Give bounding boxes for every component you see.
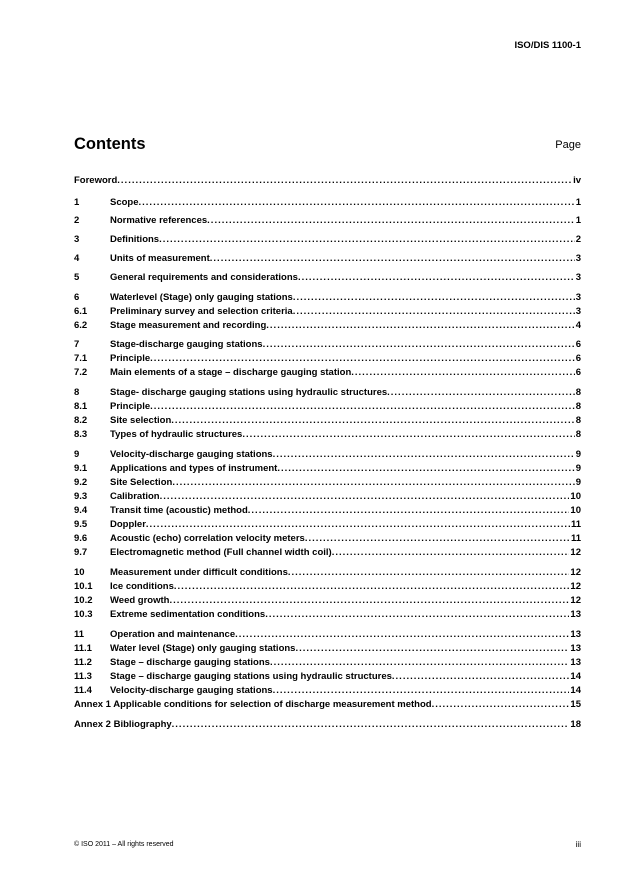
toc-entry[interactable] <box>74 519 581 531</box>
contents-title: Contents <box>74 135 146 153</box>
toc-entry-title: Stage – discharge gauging stations <box>110 657 270 668</box>
toc-entry-number: 11.2 <box>74 657 92 668</box>
toc-entry-number: 2 <box>74 215 80 226</box>
toc-entry-page: 3 <box>575 253 581 264</box>
toc-dot-leader <box>332 547 570 559</box>
toc-dot-leader <box>159 234 575 246</box>
toc-entry[interactable] <box>74 175 581 187</box>
toc-dot-leader <box>242 429 574 441</box>
toc-dot-leader <box>288 567 570 579</box>
toc-dot-leader <box>169 595 569 607</box>
toc-entry-number: 9.3 <box>74 491 88 502</box>
toc-entry-title: Extreme sedimentation conditions <box>110 609 266 620</box>
toc-entry-page: 10 <box>570 491 581 502</box>
toc-entry-page: 8 <box>575 429 581 440</box>
toc-entry-page: 18 <box>570 719 581 730</box>
toc-dot-leader <box>298 272 575 284</box>
toc-entry-title: Preliminary survey and selection criteria <box>110 306 293 317</box>
toc-entry-page: 8 <box>575 401 581 412</box>
toc-entry-page: 2 <box>575 234 581 245</box>
toc-entry[interactable] <box>74 306 581 318</box>
toc-entry-number: 10.1 <box>74 581 93 592</box>
toc-entry-page: 14 <box>570 671 581 682</box>
toc-entry-number: 11.1 <box>74 643 92 654</box>
toc-entry-title: Stage – discharge gauging stations using hydraulic structures <box>110 671 392 682</box>
toc-entry-page: 1 <box>575 197 581 208</box>
toc-entry-title: Normative references <box>110 215 208 226</box>
toc-entry-title: Weed growth <box>110 595 170 606</box>
toc-entry-page: 3 <box>575 306 581 317</box>
toc-entry[interactable] <box>74 463 581 475</box>
toc-entry-page: 11 <box>570 519 581 530</box>
toc-entry[interactable] <box>74 505 581 517</box>
toc-entry-page: 13 <box>570 657 581 668</box>
toc-entry-page: 13 <box>570 629 581 640</box>
toc-dot-leader <box>432 699 570 711</box>
toc-dot-leader <box>210 253 575 265</box>
toc-entry-number: 1 <box>74 197 80 208</box>
toc-entry[interactable] <box>74 657 581 669</box>
toc-entry[interactable] <box>74 643 581 655</box>
toc-entry-page: 9 <box>575 477 581 488</box>
toc-entry-title: Ice conditions <box>110 581 174 592</box>
toc-entry-title: Stage- discharge gauging stations using hydraulic structures <box>110 387 388 398</box>
page-number: iii <box>575 840 581 849</box>
toc-dot-leader <box>171 415 574 427</box>
toc-entry-page: 6 <box>575 353 581 364</box>
toc-entry-number: 9 <box>74 449 80 460</box>
toc-entry-title: Velocity-discharge gauging stations <box>110 449 273 460</box>
toc-entry-title: Stage measurement and recording <box>110 320 267 331</box>
toc-entry-page: 8 <box>575 415 581 426</box>
toc-entry-number: 7 <box>74 339 80 350</box>
toc-entry-number: 7.1 <box>74 353 88 364</box>
toc-entry[interactable] <box>74 595 581 607</box>
toc-entry-page: iv <box>573 175 581 186</box>
toc-entry-number: 8.1 <box>74 401 88 412</box>
toc-entry-title: Acoustic (echo) correlation velocity meters <box>110 533 305 544</box>
toc-entry-title: Annex 2 Bibliography <box>74 719 172 730</box>
toc-entry-title: Water level (Stage) only gauging stations <box>110 643 296 654</box>
copyright-notice: © ISO 2011 – All rights reserved <box>74 841 174 848</box>
toc-entry-title: Site selection <box>110 415 172 426</box>
toc-entry-page: 13 <box>570 609 581 620</box>
toc-dot-leader <box>392 671 570 683</box>
toc-entry[interactable] <box>74 491 581 503</box>
toc-dot-leader <box>263 339 575 351</box>
toc-dot-leader <box>207 215 575 227</box>
toc-dot-leader <box>270 657 569 669</box>
toc-entry-number: 9.5 <box>74 519 88 530</box>
toc-dot-leader <box>150 353 575 365</box>
toc-entry[interactable] <box>74 197 581 209</box>
toc-entry-number: 9.7 <box>74 547 88 558</box>
toc-entry-page: 10 <box>570 505 581 516</box>
toc-entry[interactable] <box>74 234 581 246</box>
toc-entry-page: 3 <box>575 292 581 303</box>
toc-entry-title: Operation and maintenance <box>110 629 236 640</box>
toc-entry-number: 8.2 <box>74 415 88 426</box>
toc-entry-number: 4 <box>74 253 80 264</box>
toc-entry-page: 13 <box>570 643 581 654</box>
toc-entry-page: 4 <box>575 320 581 331</box>
toc-entry-number: 10 <box>74 567 85 578</box>
toc-entry-number: 11.3 <box>74 671 92 682</box>
toc-entry-page: 6 <box>575 339 581 350</box>
toc-entry-title: Principle <box>110 353 151 364</box>
toc-dot-leader <box>265 609 569 621</box>
toc-dot-leader <box>117 175 572 187</box>
toc-entry[interactable] <box>74 671 581 683</box>
toc-entry-number: 9.2 <box>74 477 88 488</box>
toc-entry[interactable] <box>74 533 581 545</box>
toc-entry-title: Doppler <box>110 519 146 530</box>
toc-entry[interactable] <box>74 272 581 284</box>
toc-entry[interactable] <box>74 387 581 399</box>
toc-entry-title: Electromagnetic method (Full channel width coil) <box>110 547 332 558</box>
toc-entry-number: 10.3 <box>74 609 93 620</box>
toc-dot-leader <box>150 401 575 413</box>
toc-entry-title: Annex 1 Applicable conditions for selection of discharge measurement method <box>74 699 432 710</box>
toc-entry[interactable] <box>74 401 581 413</box>
toc-entry-title: Velocity-discharge gauging stations <box>110 685 273 696</box>
toc-entry-number: 8 <box>74 387 80 398</box>
toc-entry[interactable] <box>74 415 581 427</box>
toc-entry[interactable] <box>74 547 581 559</box>
toc-entry[interactable] <box>74 367 581 379</box>
toc-dot-leader <box>295 643 569 655</box>
toc-dot-leader <box>248 505 570 517</box>
toc-entry[interactable] <box>74 719 581 731</box>
toc-entry[interactable] <box>74 353 581 365</box>
toc-dot-leader <box>235 629 569 641</box>
toc-entry-number: 6.2 <box>74 320 88 331</box>
toc-entry-page: 3 <box>575 272 581 283</box>
toc-entry-title: Measurement under difficult conditions <box>110 567 288 578</box>
toc-entry-number: 11.4 <box>74 685 92 696</box>
toc-entry-page: 12 <box>570 547 581 558</box>
toc-dot-leader <box>174 581 570 593</box>
toc-entry-number: 5 <box>74 272 80 283</box>
toc-dot-leader <box>266 320 574 332</box>
toc-entry-page: 1 <box>575 215 581 226</box>
toc-dot-leader <box>293 292 575 304</box>
toc-entry-title: Types of hydraulic structures <box>110 429 243 440</box>
toc-entry-number: 9.4 <box>74 505 88 516</box>
toc-entry-number: 8.3 <box>74 429 88 440</box>
toc-entry-title: Transit time (acoustic) method <box>110 505 248 516</box>
toc-entry-title: Waterlevel (Stage) only gauging stations <box>110 292 293 303</box>
toc-entry-page: 8 <box>575 387 581 398</box>
toc-dot-leader <box>305 533 570 545</box>
toc-dot-leader <box>387 387 575 399</box>
toc-entry-page: 6 <box>575 367 581 378</box>
toc-entry-page: 15 <box>570 699 581 710</box>
toc-entry-title: Site Selection <box>110 477 173 488</box>
page-column-label: Page <box>555 139 581 151</box>
toc-entry[interactable] <box>74 581 581 593</box>
toc-entry-number: 10.2 <box>74 595 93 606</box>
toc-entry-number: 6 <box>74 292 80 303</box>
toc-entry[interactable] <box>74 429 581 441</box>
toc-dot-leader <box>146 519 570 531</box>
toc-entry-title: General requirements and considerations <box>110 272 298 283</box>
toc-entry[interactable] <box>74 629 581 641</box>
toc-dot-leader <box>351 367 574 379</box>
toc-entry-title: Applications and types of instrument <box>110 463 278 474</box>
toc-entry-title: Units of measurement <box>110 253 210 264</box>
document-id: ISO/DIS 1100-1 <box>514 40 581 51</box>
toc-entry-title: Principle <box>110 401 151 412</box>
toc-dot-leader <box>293 306 575 318</box>
toc-entry-number: 9.6 <box>74 533 88 544</box>
toc-entry-number: 9.1 <box>74 463 88 474</box>
toc-entry-number: 7.2 <box>74 367 88 378</box>
toc-entry-title: Foreword <box>74 175 118 186</box>
toc-entry-page: 12 <box>570 595 581 606</box>
toc-entry-number: 3 <box>74 234 80 245</box>
toc-dot-leader <box>172 477 574 489</box>
toc-entry-title: Stage-discharge gauging stations <box>110 339 263 350</box>
toc-entry[interactable] <box>74 449 581 461</box>
toc-entry[interactable] <box>74 567 581 579</box>
toc-entry-page: 9 <box>575 449 581 460</box>
toc-entry-title: Scope <box>110 197 139 208</box>
toc-dot-leader <box>172 719 570 731</box>
toc-entry-number: 11 <box>74 629 85 640</box>
toc-entry-page: 11 <box>570 533 581 544</box>
toc-dot-leader <box>139 197 575 209</box>
toc-entry[interactable] <box>74 339 581 351</box>
toc-entry-number: 6.1 <box>74 306 88 317</box>
toc-dot-leader <box>160 491 570 503</box>
toc-entry[interactable] <box>74 477 581 489</box>
toc-entry[interactable] <box>74 609 581 621</box>
toc-entry[interactable] <box>74 320 581 332</box>
toc-entry-page: 14 <box>570 685 581 696</box>
toc-entry[interactable] <box>74 685 581 697</box>
toc-entry[interactable] <box>74 215 581 227</box>
toc-dot-leader <box>273 685 570 697</box>
toc-entry-title: Main elements of a stage – discharge gauging station <box>110 367 352 378</box>
toc-entry-page: 12 <box>570 581 581 592</box>
toc-entry[interactable] <box>74 292 581 304</box>
toc-entry-page: 12 <box>570 567 581 578</box>
toc-dot-leader <box>277 463 574 475</box>
toc-entry[interactable] <box>74 699 581 711</box>
toc-entry[interactable] <box>74 253 581 265</box>
toc-dot-leader <box>273 449 575 461</box>
toc-entry-page: 9 <box>575 463 581 474</box>
toc-entry-title: Definitions <box>110 234 160 245</box>
toc-entry-title: Calibration <box>110 491 160 502</box>
